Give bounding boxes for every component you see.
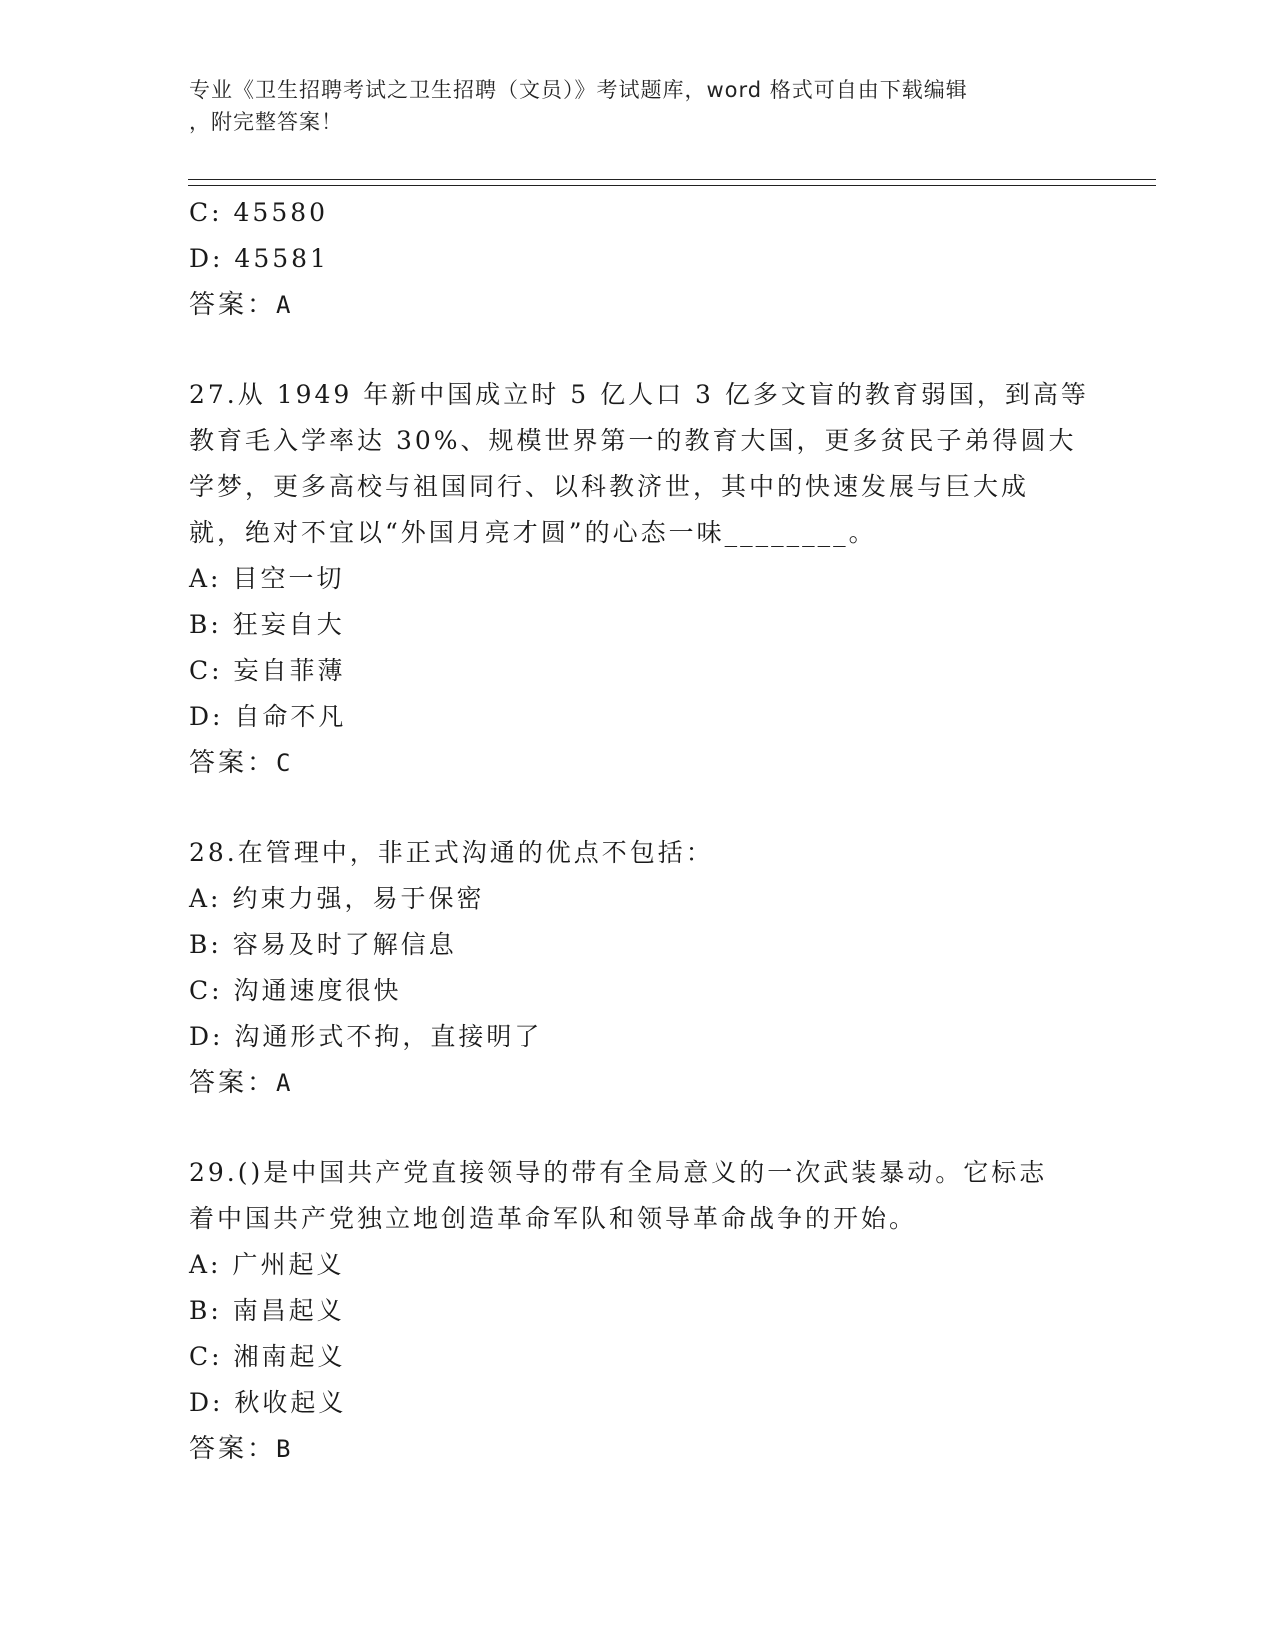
question-number: 29. — [189, 1158, 238, 1187]
question-line: 教育毛入学率达 30%、规模世界第一的教育大国，更多贫民子弟得圆大 — [189, 426, 1077, 455]
option-label: A: — [189, 884, 222, 913]
option-text: 自命不凡 — [234, 702, 347, 731]
option-text: 容易及时了解信息 — [232, 930, 457, 959]
option-row — [189, 968, 1089, 1014]
option-row — [189, 922, 1089, 968]
option-row — [189, 556, 1089, 602]
option-label: D: — [189, 702, 224, 731]
page-header — [189, 74, 1069, 138]
option-text: 狂妄自大 — [232, 610, 345, 639]
question-line — [189, 830, 1089, 876]
question-line: 着中国共产党独立地创造革命军队和领导革命战争的开始。 — [189, 1204, 918, 1233]
option-label: D: — [189, 1388, 224, 1417]
option-row — [189, 602, 1089, 648]
option-text: 湘南起义 — [233, 1342, 346, 1371]
spacer — [189, 328, 1089, 372]
question-line: 就，绝对不宜以“外国月亮才圆”的心态一味________。 — [189, 518, 877, 547]
option-text: 目空一切 — [232, 564, 345, 593]
option-text: 45580 — [233, 198, 329, 227]
answer-row — [189, 282, 1089, 328]
option-text: 南昌起义 — [232, 1296, 345, 1325]
prev-question-block — [189, 190, 1089, 328]
option-label: B: — [189, 610, 222, 639]
option-label: C: — [189, 1342, 223, 1371]
option-row — [189, 1288, 1089, 1334]
question-line — [189, 1150, 1089, 1196]
answer-value: A — [276, 1069, 291, 1097]
answer-value: A — [276, 291, 291, 319]
spacer — [189, 1106, 1089, 1150]
question-text: ()是中国共产党直接领导的带有全局意义的一次武装暴动。它标志 — [237, 1158, 1048, 1187]
option-label: B: — [189, 1296, 222, 1325]
option-text: 沟通速度很快 — [233, 976, 402, 1005]
option-label: B: — [189, 930, 222, 959]
option-label: C: — [189, 198, 223, 227]
option-text: 妄自菲薄 — [233, 656, 346, 685]
question-number: 27. — [189, 380, 238, 409]
option-text: 沟通形式不拘，直接明了 — [234, 1022, 543, 1051]
answer-label: 答案： — [189, 748, 277, 778]
header-line-1: 专业《卫生招聘考试之卫生招聘（文员）》考试题库，word 格式可自由下载编辑 — [189, 78, 968, 102]
question-line — [189, 372, 1089, 418]
question-number: 28. — [189, 838, 238, 867]
question-line: 学梦，更多高校与祖国同行、以科教济世，其中的快速发展与巨大成 — [189, 472, 1030, 501]
question-text: 在管理中，非正式沟通的优点不包括： — [237, 838, 714, 867]
option-label: C: — [189, 976, 223, 1005]
option-row — [189, 1014, 1089, 1060]
option-row — [189, 876, 1089, 922]
spacer — [189, 786, 1089, 830]
answer-row — [189, 1426, 1089, 1472]
option-text: 秋收起义 — [234, 1388, 347, 1417]
header-line-2: ，附完整答案！ — [189, 110, 343, 134]
option-label: C: — [189, 656, 223, 685]
option-label: D: — [189, 1022, 224, 1051]
answer-row — [189, 740, 1089, 786]
question-block-27 — [189, 372, 1089, 786]
option-row — [189, 190, 1089, 236]
option-text: 45581 — [234, 244, 329, 273]
question-block-29 — [189, 1150, 1089, 1472]
option-text: 广州起义 — [232, 1250, 345, 1279]
answer-label: 答案： — [189, 1434, 277, 1464]
question-list — [189, 190, 1089, 1472]
header-divider-bottom — [188, 185, 1156, 186]
header-divider-top — [188, 179, 1156, 180]
answer-value: B — [276, 1435, 291, 1463]
option-row — [189, 236, 1089, 282]
option-text: 约束力强，易于保密 — [232, 884, 485, 913]
answer-label: 答案： — [189, 1068, 277, 1098]
question-text: 从 1949 年新中国成立时 5 亿人口 3 亿多文盲的教育弱国，到高等 — [237, 380, 1089, 409]
answer-label: 答案： — [189, 290, 277, 320]
option-row — [189, 1242, 1089, 1288]
option-row — [189, 694, 1089, 740]
option-label: A: — [189, 564, 222, 593]
option-row — [189, 648, 1089, 694]
option-row — [189, 1334, 1089, 1380]
option-label: D: — [189, 244, 224, 273]
question-block-28 — [189, 830, 1089, 1106]
option-label: A: — [189, 1250, 222, 1279]
answer-row — [189, 1060, 1089, 1106]
answer-value: C — [276, 749, 291, 777]
option-row — [189, 1380, 1089, 1426]
